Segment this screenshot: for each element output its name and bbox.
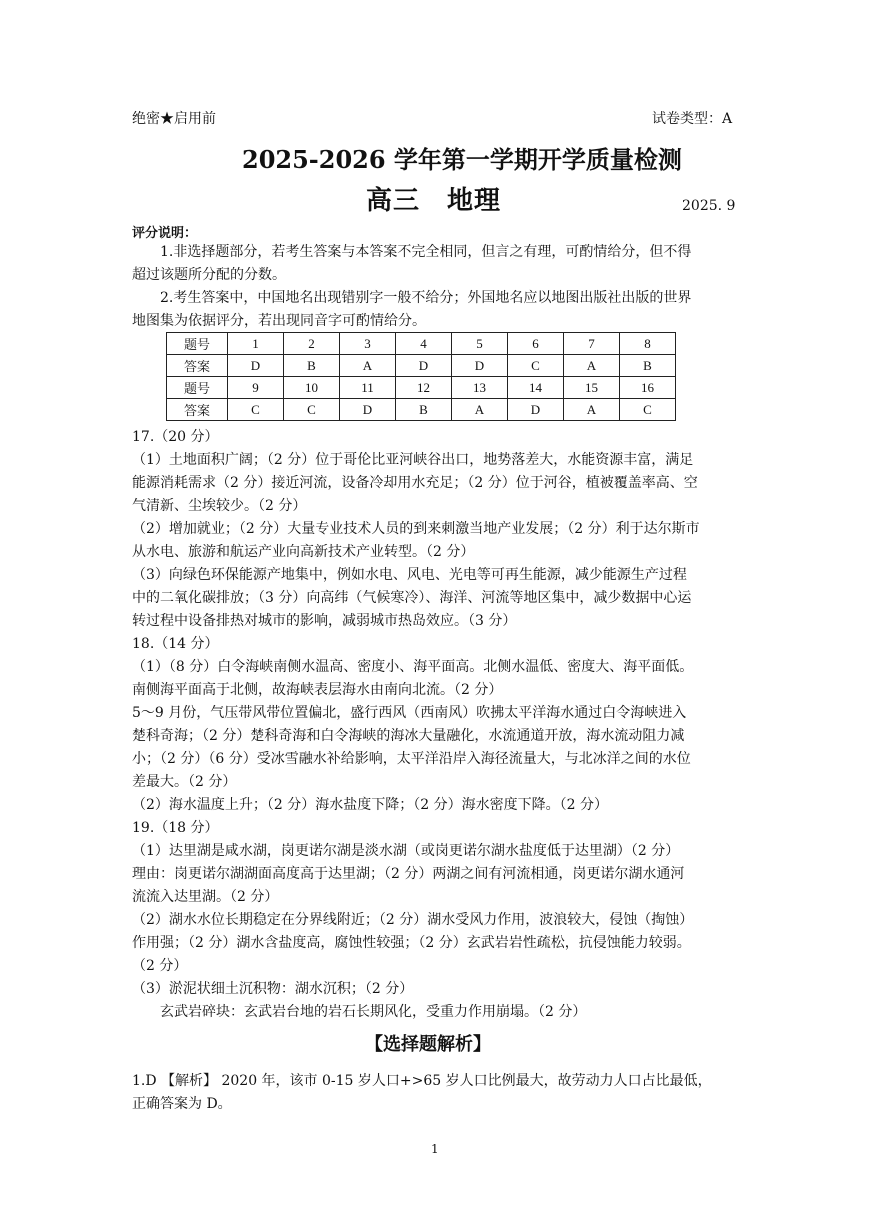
answer-line: 能源消耗需求（2 分）接近河流，设备冷却用水充足；（2 分）位于河谷，植被覆盖率高、空 xyxy=(132,475,698,491)
table-row xyxy=(167,399,676,421)
answer-line: 作用强；（2 分）湖水含盐度高，腐蚀性较强；（2 分）玄武岩岩性疏松，抗侵蚀能力较弱。 xyxy=(132,935,691,951)
answer-line: （3）淤泥状细土沉积物：湖水沉积；（2 分） xyxy=(132,981,414,997)
answer-line: 5～9 月份，气压带风带位置偏北，盛行西风（西南风）吹拂太平洋海水通过白令海峡进入 xyxy=(132,705,687,721)
scoring-note-line: 1.非选择题部分，若考生答案与本答案不完全相同，但言之有理，可酌情给分，但不得 xyxy=(160,244,692,260)
answer-line: 流流入达里湖。（2 分） xyxy=(132,889,279,905)
answer-line: 小；（2 分）（6 分）受冰雪融水补给影响，太平洋沿岸入海径流量大，与北冰洋之间的水位 xyxy=(132,751,691,767)
table-row xyxy=(167,355,676,377)
question-heading: 19.（18 分） xyxy=(132,820,219,836)
answer-line: 玄武岩碎块：玄武岩台地的岩石长期风化，受重力作用崩塌。（2 分） xyxy=(160,1004,587,1020)
question-heading: 18.（14 分） xyxy=(132,636,219,652)
table-cell: 3 xyxy=(340,333,396,355)
answer-line: 转过程中设备排热对城市的影响，减弱城市热岛效应。（3 分） xyxy=(132,613,517,629)
table-row xyxy=(167,377,676,399)
paper-type-label: 试卷类型：A xyxy=(652,111,733,127)
table-cell: 答案 xyxy=(167,399,228,421)
answer-line: 南侧海平面高于北侧，故海峡表层海水由南向北流。（2 分） xyxy=(132,682,503,698)
table-cell: C xyxy=(228,399,284,421)
table-cell: 8 xyxy=(620,333,676,355)
table-cell: 14 xyxy=(508,377,564,399)
table-cell: A xyxy=(564,399,620,421)
answer-line: 楚科奇海；（2 分）楚科奇海和白令海峡的海冰大量融化，水流通道开放，海水流动阻力减 xyxy=(132,728,685,744)
scoring-note-line: 2.考生答案中，中国地名出现错别字一般不给分；外国地名应以地图出版社出版的世界 xyxy=(160,290,692,306)
question-heading: 17.（20 分） xyxy=(132,429,219,445)
page-number: 1 xyxy=(431,1142,439,1156)
answer-line: （2）湖水水位长期稳定在分界线附近；（2 分）湖水受风力作用，波浪较大，侵蚀（掏蚀） xyxy=(132,912,694,928)
table-cell: C xyxy=(620,399,676,421)
answer-table xyxy=(166,332,676,421)
answer-line: （1）（8 分）白令海峡南侧水温高、密度小、海平面高。北侧水温低、密度大、海平面低。 xyxy=(132,659,694,675)
table-cell: 2 xyxy=(284,333,340,355)
table-row xyxy=(167,333,676,355)
table-cell: C xyxy=(284,399,340,421)
answer-line: （2）增加就业；（2 分）大量专业技术人员的到来刺激当地产业发展；（2 分）利于达尔斯市 xyxy=(132,521,700,537)
table-cell: 12 xyxy=(396,377,452,399)
answer-line: （1）达里湖是咸水湖，岗更诺尔湖是淡水湖（或岗更诺尔湖水盐度低于达里湖）（2 分） xyxy=(132,843,680,859)
table-cell: A xyxy=(564,355,620,377)
scoring-note-line: 超过该题所分配的分数。 xyxy=(132,267,286,283)
table-cell: D xyxy=(340,399,396,421)
table-cell: 9 xyxy=(228,377,284,399)
table-cell: 1 xyxy=(228,333,284,355)
exam-title: 2025-2026 学年第一学期开学质量检测 xyxy=(242,145,682,174)
answer-line: 从水电、旅游和航运产业向高新技术产业转型。（2 分） xyxy=(132,544,475,560)
answer-line: （2）海水温度上升；（2 分）海水盐度下降；（2 分）海水密度下降。（2 分） xyxy=(132,797,608,813)
table-cell: 题号 xyxy=(167,377,228,399)
analysis-heading: 【选择题解析】 xyxy=(365,1034,491,1055)
table-cell: D xyxy=(228,355,284,377)
table-cell: 7 xyxy=(564,333,620,355)
answer-line: （2 分） xyxy=(132,958,188,974)
answer-line: 差最大。（2 分） xyxy=(132,774,237,790)
table-cell: D xyxy=(452,355,508,377)
analysis-line: 正确答案为 D。 xyxy=(132,1096,232,1112)
table-cell: D xyxy=(396,355,452,377)
table-cell: 题号 xyxy=(167,333,228,355)
table-cell: C xyxy=(508,355,564,377)
answer-line: 气清新、尘埃较少。（2 分） xyxy=(132,498,307,514)
table-cell: 5 xyxy=(452,333,508,355)
table-cell: 4 xyxy=(396,333,452,355)
table-cell: 10 xyxy=(284,377,340,399)
scoring-note-line: 地图集为依据评分，若出现同音字可酌情给分。 xyxy=(132,313,426,329)
table-cell: 15 xyxy=(564,377,620,399)
table-cell: 11 xyxy=(340,377,396,399)
answer-line: 中的二氧化碳排放；（3 分）向高纬（气候寒冷）、海洋、河流等地区集中，减少数据中心运 xyxy=(132,590,692,606)
table-cell: A xyxy=(340,355,396,377)
table-cell: B xyxy=(620,355,676,377)
answer-line: （1）土地面积广阔；（2 分）位于哥伦比亚河峡谷出口，地势落差大，水能资源丰富，满足 xyxy=(132,452,694,468)
table-cell: 13 xyxy=(452,377,508,399)
scoring-notes-heading: 评分说明： xyxy=(132,226,198,241)
table-cell: B xyxy=(396,399,452,421)
exam-subtitle: 高三 地理 xyxy=(366,186,502,216)
answer-line: 理由：岗更诺尔湖湖面高度高于达里湖；（2 分）两湖之间有河流相通，岗更诺尔湖水通河 xyxy=(132,866,685,882)
exam-date: 2025. 9 xyxy=(682,198,736,214)
secret-label: 绝密★启用前 xyxy=(132,111,216,127)
table-cell: D xyxy=(508,399,564,421)
analysis-line: 1.D 【解析】 2020 年，该市 0-15 岁人口+>65 岁人口比例最大，故劳动力人口占比最低， xyxy=(132,1073,712,1089)
table-cell: 16 xyxy=(620,377,676,399)
table-cell: A xyxy=(452,399,508,421)
answer-line: （3）向绿色环保能源产地集中，例如水电、风电、光电等可再生能源，减少能源生产过程 xyxy=(132,567,687,583)
table-cell: 6 xyxy=(508,333,564,355)
table-cell: B xyxy=(284,355,340,377)
table-cell: 答案 xyxy=(167,355,228,377)
